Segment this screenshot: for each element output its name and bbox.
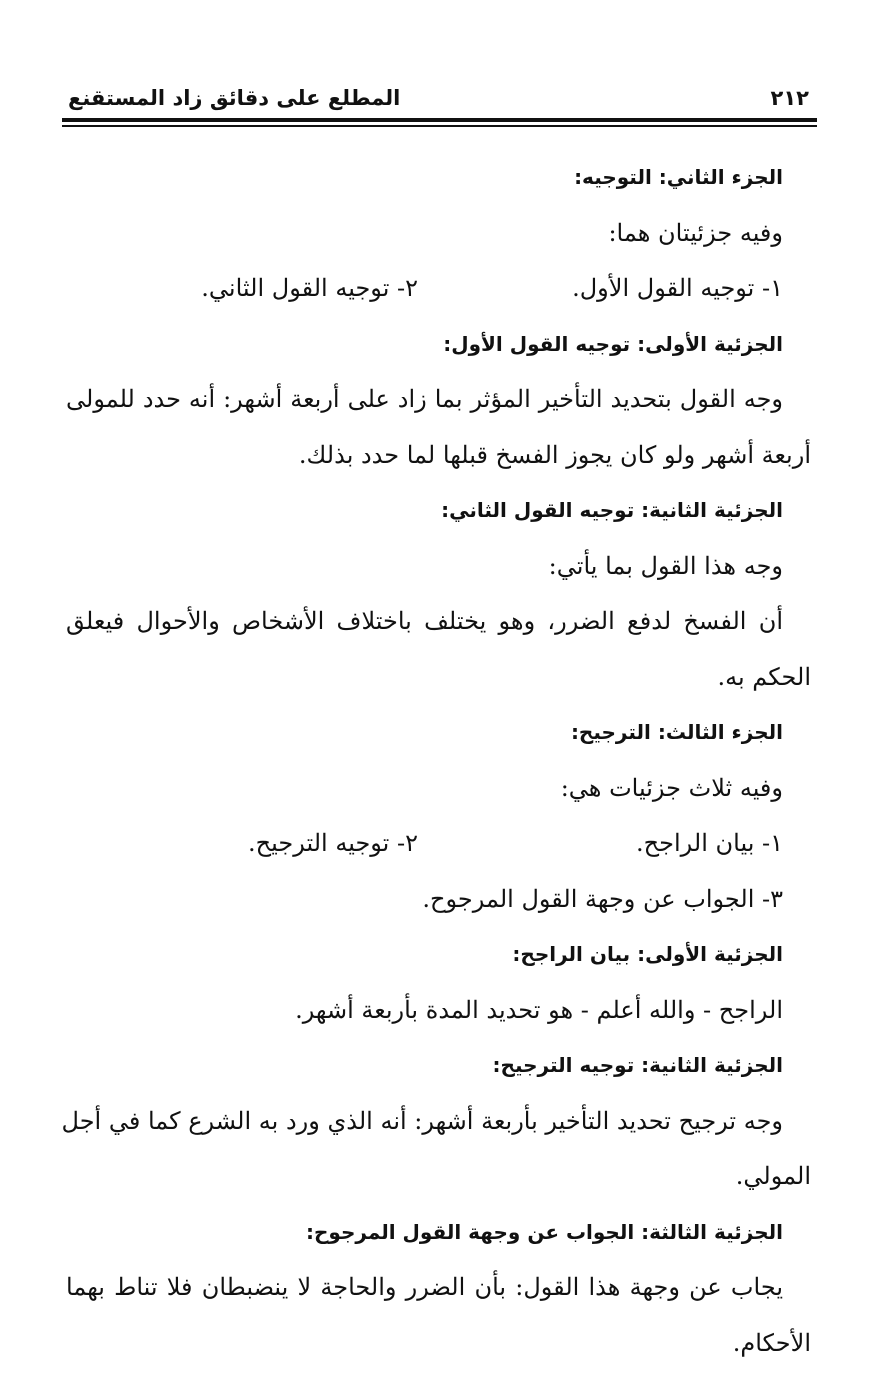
list-item: ٢- توجيه القول الثاني. (201, 274, 418, 302)
paragraph-line: أن الفسخ لدفع الضرر، وهو يختلف باختلاف الأشخاص والأحوال فيعلق (66, 607, 783, 635)
header-rule-thick (62, 118, 817, 122)
book-title: المطلع على دقائق زاد المستقنع (68, 86, 401, 110)
paragraph-line: الحكم به. (717, 662, 811, 691)
subsection-heading: الجزئية الثالثة: الجواب عن وجهة القول المرجوح: (306, 1219, 783, 1244)
subsection-heading: الجزئية الأولى: توجيه القول الأول: (443, 331, 783, 356)
paragraph-line: الراجح - والله أعلم - هو تحديد المدة بأربعة أشهر. (295, 995, 783, 1024)
page-number: ٢١٢ (770, 86, 809, 110)
enumeration-row (66, 816, 783, 872)
header-rule-thin (62, 125, 817, 127)
subsection-heading: الجزئية الثانية: توجيه الترجيح: (492, 1053, 783, 1077)
paragraph-line: أربعة أشهر ولو كان يجوز الفسخ قبلها لما حدد بذلك. (298, 440, 811, 469)
paragraph-line: الأحكام. (732, 1328, 811, 1357)
paragraph-line: وجه ترجيح تحديد التأخير بأربعة أشهر: أنه الذي ورد به الشرع كما في أجل (61, 1106, 783, 1135)
paragraph-line: وفيه ثلاث جزئيات هي: (560, 773, 783, 802)
enumeration-row (66, 261, 783, 317)
paragraph-line: المولي. (735, 1162, 811, 1190)
list-item: ١- توجيه القول الأول. (572, 274, 783, 302)
paragraph-line: وجه القول بتحديد التأخير المؤثر بما زاد على أربعة أشهر: أنه حدد للمولى (66, 385, 783, 413)
subsection-heading: الجزئية الأولى: بيان الراجح: (512, 942, 783, 966)
paragraph-line: يجاب عن وجهة هذا القول: بأن الضرر والحاجة لا ينضبطان فلا تناط بهما (66, 1273, 783, 1301)
paragraph-line: وفيه جزئيتان هما: (608, 218, 783, 247)
subsection-heading: الجزئية الثانية: توجيه القول الثاني: (441, 498, 783, 522)
list-item: ١- بيان الراجح. (636, 829, 783, 857)
list-item: ٣- الجواب عن وجهة القول المرجوح. (422, 884, 783, 913)
section-heading: الجزء الثاني: التوجيه: (574, 165, 783, 189)
page-body (61, 150, 811, 1371)
running-header (62, 82, 817, 116)
list-item: ٢- توجيه الترجيح. (248, 829, 418, 857)
paragraph-line: وجه هذا القول بما يأتي: (548, 551, 783, 580)
section-heading: الجزء الثالث: الترجيح: (570, 720, 783, 744)
